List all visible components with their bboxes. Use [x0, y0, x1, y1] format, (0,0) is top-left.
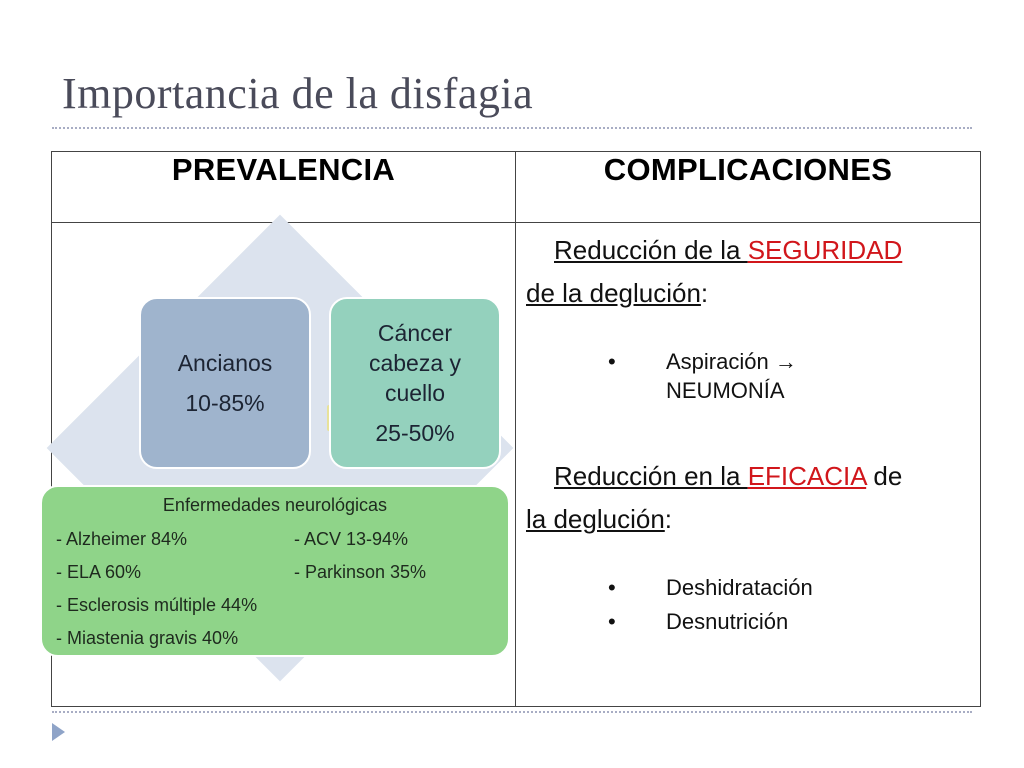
prevalence-cell — [52, 223, 516, 707]
complications-cell — [516, 223, 981, 707]
safety-highlight: SEGURIDAD — [747, 235, 903, 265]
tile-cancer-label-line2: cabeza y — [368, 350, 462, 376]
bullet-dot: • — [608, 609, 616, 634]
efficacy-colon: : — [664, 504, 673, 534]
safety-suffix: de la deglución — [526, 278, 701, 308]
neuro-item: - Alzheimer 84% — [56, 529, 188, 549]
slide-arrow-icon — [52, 723, 65, 741]
bullet-text: Deshidratación — [666, 575, 813, 600]
efficacy-heading — [526, 455, 976, 541]
title-divider — [52, 127, 972, 129]
neuro-item: - ACV 13-94% — [294, 529, 409, 549]
content-table — [51, 151, 981, 707]
safety-prefix: Reducción de la — [554, 235, 748, 265]
bullet-dot: • — [608, 349, 616, 374]
efficacy-highlight: EFICACIA — [747, 461, 867, 491]
safety-colon: : — [700, 278, 709, 308]
bullet-text: Desnutrición — [666, 609, 789, 634]
safety-heading — [526, 229, 976, 315]
bullet-text-line2: NEUMONÍA — [666, 378, 785, 403]
tile-cancer-label-line3: cuello — [384, 380, 446, 406]
tile-neurological — [40, 485, 510, 657]
list-item — [608, 573, 813, 602]
footer-divider — [52, 711, 972, 713]
tile-cancer-label-line1: Cáncer — [377, 320, 453, 346]
tile-head-neck-cancer — [329, 297, 501, 469]
efficacy-after: de — [866, 461, 903, 491]
tile-elderly — [139, 297, 311, 469]
tile-elderly-value: 10-85% — [185, 390, 265, 416]
neuro-title: Enfermedades neurológicas — [162, 495, 388, 515]
efficacy-prefix: Reducción en la — [554, 461, 748, 491]
bullet-dot: • — [608, 575, 616, 600]
list-item — [608, 347, 797, 405]
header-prevalence: PREVALENCIA — [52, 152, 516, 223]
tile-elderly-label: Ancianos — [177, 350, 273, 376]
efficacy-suffix: la deglución — [526, 504, 665, 534]
efficacy-bullets — [608, 573, 813, 636]
neuro-item: - Parkinson 35% — [294, 562, 427, 582]
safety-bullets — [608, 347, 797, 405]
neuro-item: - Esclerosis múltiple 44% — [56, 595, 258, 615]
list-item — [608, 607, 813, 636]
neuro-item: - ELA 60% — [56, 562, 142, 582]
neuro-item: - Miastenia gravis 40% — [56, 628, 239, 648]
header-complications: COMPLICACIONES — [516, 152, 981, 223]
slide-title: Importancia de la disfagia — [62, 69, 534, 118]
bullet-text-line1: Aspiración → — [666, 349, 797, 374]
tile-cancer-value: 25-50% — [375, 420, 455, 446]
